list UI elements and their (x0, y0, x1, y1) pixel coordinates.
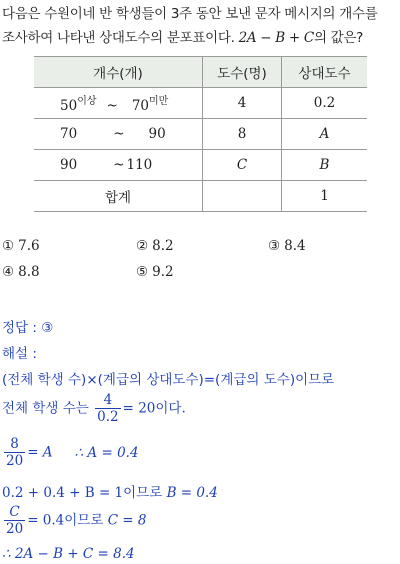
relative-frequency-cell: 0.2 (282, 88, 368, 119)
explanation-formula: (전체 학생 수)×(계급의 상대도수)=(계급의 도수)이므로 (2, 372, 335, 388)
fraction-denominator: 20 (6, 521, 24, 537)
question-line-2-text: 조사하여 나타낸 상대도수의 분포표이다. (2, 30, 239, 46)
equation-b-line (2, 481, 218, 501)
eq-c-rest: = 0.4 (27, 512, 65, 529)
choice-number: ③ (268, 238, 281, 254)
class-tilde: ~ (106, 98, 118, 114)
total-fraction (95, 392, 120, 425)
class-interval-1 (34, 88, 203, 119)
table-header-row (34, 57, 367, 88)
frequency-cell: 8 (203, 119, 282, 150)
answer-label: 정답 : (2, 320, 42, 336)
total-relative-frequency: 1 (282, 181, 368, 212)
frequency-cell: C (203, 150, 282, 181)
total-frequency (203, 181, 282, 212)
eq-b-result: B = 0.4 (166, 485, 218, 501)
fraction-numerator: 4 (95, 392, 120, 409)
answer-line (2, 316, 53, 336)
eq-b-expression: 0.2 + 0.4 + B = 1 (2, 485, 124, 501)
fraction-numerator: C (4, 504, 25, 521)
choice-2[interactable] (136, 238, 174, 254)
question-expression: 2A − B + C (238, 30, 314, 46)
class-to: 90 (148, 126, 166, 142)
class-to: 110 (126, 157, 153, 173)
class-tilde: ~ (113, 126, 125, 142)
explanation-label: 해설 : (2, 346, 37, 362)
choice-1[interactable] (2, 238, 40, 254)
choice-value: 8.4 (284, 238, 306, 254)
relative-frequency-table (34, 56, 367, 212)
question-line-1: 다음은 수원이네 반 학생들이 3주 동안 보낸 문자 메시지의 개수를 (2, 6, 378, 22)
question-text (2, 2, 398, 50)
fraction-denominator: 0.2 (97, 409, 119, 425)
class-interval-3 (34, 150, 203, 181)
class-to-unit: 미만 (149, 96, 169, 107)
choice-number: ① (2, 238, 15, 254)
choice-value: 8.2 (152, 238, 174, 254)
class-from: 90 (60, 157, 78, 173)
choice-number: ② (136, 238, 149, 254)
choice-value: 9.2 (152, 264, 174, 280)
total-label: 합계 (34, 181, 203, 212)
header-count: 개수(개) (34, 57, 203, 88)
class-from: 70 (60, 126, 78, 142)
choice-3[interactable] (268, 238, 306, 254)
eq-a-rest: = A (27, 444, 53, 461)
relative-frequency-cell: A (282, 119, 368, 150)
choice-number: ④ (2, 264, 15, 280)
relative-frequency-cell: B (282, 150, 368, 181)
eq-c-fraction (4, 504, 25, 537)
choice-number: ⑤ (136, 264, 149, 280)
fraction-denominator: 20 (6, 453, 24, 469)
class-from: 50 (60, 98, 78, 114)
header-relative-frequency: 상대도수 (282, 57, 368, 88)
eq-c-result: C = 8 (107, 512, 147, 529)
eq-a-fraction (4, 436, 25, 469)
eq-b-connector: 이므로 (123, 485, 167, 501)
equation-c-line (2, 504, 147, 537)
choice-5[interactable] (136, 264, 174, 280)
table-row (34, 150, 367, 181)
class-from-unit: 이상 (77, 96, 97, 107)
table-row (34, 119, 367, 150)
answer-value: ③ (41, 320, 54, 336)
choice-value: 8.8 (18, 264, 40, 280)
class-to: 70 (131, 98, 150, 114)
total-suffix: = 20이다. (122, 400, 186, 417)
fraction-numerator: 8 (4, 436, 25, 453)
class-tilde: ~ (113, 157, 125, 173)
table-row (34, 88, 367, 119)
question-line-2 (2, 26, 398, 50)
header-frequency: 도수(명) (203, 57, 282, 88)
eq-c-connector: 이므로 (64, 512, 108, 529)
frequency-cell: 4 (203, 88, 282, 119)
eq-a-therefore: ∴ A = 0.4 (74, 444, 139, 461)
question-line-2-tail: 의 값은? (313, 30, 364, 46)
class-interval-2 (34, 119, 203, 150)
total-prefix: 전체 학생 수는 (2, 400, 94, 417)
equation-a-line (2, 436, 139, 469)
table-total-row (34, 181, 367, 212)
choice-value: 7.6 (18, 238, 40, 254)
choice-4[interactable] (2, 264, 40, 280)
total-students-line (2, 392, 186, 425)
final-answer-line: ∴ 2A − B + C = 8.4 (2, 546, 135, 562)
